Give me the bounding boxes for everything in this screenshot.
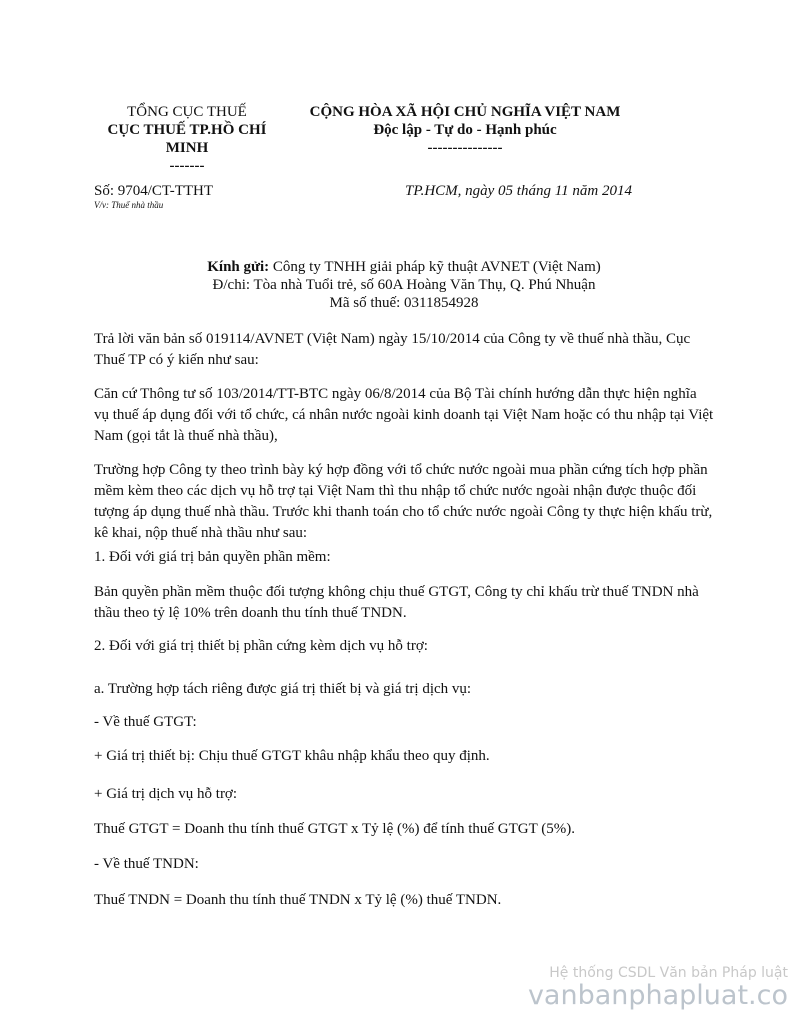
department-name-line1: CỤC THUẾ TP.HỒ CHÍ [107,122,267,138]
recipient-tax-code: Mã số thuế: 0311854928 [329,295,479,311]
recipient-block [94,258,714,312]
document-number: Số: 9704/CT-TTHT [94,183,214,199]
paragraph-case: Trường hợp Công ty theo trình bày ký hợp đồng với tổ chức nước ngoài mua phần cứng tích hợp phần mềm kèm theo các dịch vụ hỗ trợ tại Việt Nam thì thu nhập tổ chức nước ngoài nhận được thuộc đối tượng áp dụng thuế nhà thầu. Trước khi thanh toán cho tổ chức nước ngoài Công ty thực hiện khấu trừ, kê khai, nộp thuế nhà thầu như sau: [94,462,713,541]
national-motto-block [288,103,642,157]
recipient-label: Kính gửi: [207,259,270,275]
vat-formula: Thuế GTGT = Doanh thu tính thuế GTGT x Tỷ lệ (%) để tính thuế GTGT (5%). [94,821,576,837]
place-date: TP.HCM, ngày 05 tháng 11 năm 2014 [405,183,632,199]
watermark-system-name: Hệ thống CSDL Văn bản Pháp luật [549,965,788,981]
document-subject: V/v: Thuế nhà thầu [94,200,164,210]
paragraph-reply: Trả lời văn bản số 019114/AVNET (Việt Nam) ngày 15/10/2014 của Công ty về thuế nhà thầu, Cục Thuế TP có ý kiến như sau: [94,331,691,368]
department-name-line2: MINH [165,140,209,156]
section-1-heading: 1. Đối với giá trị bản quyền phần mềm: [94,549,331,565]
vat-equipment: + Giá trị thiết bị: Chịu thuế GTGT khâu nhập khẩu theo quy định. [94,748,490,764]
recipient-line [94,258,714,276]
header-left-divider: ------- [169,158,205,174]
recipient-name: Công ty TNHH giải pháp kỹ thuật AVNET (Việt Nam) [269,259,601,275]
nation-name: CỘNG HÒA XÃ HỘI CHỦ NGHĨA VIỆT NAM [309,104,621,120]
cit-formula: Thuế TNDN = Doanh thu tính thuế TNDN x Tỷ lệ (%) thuế TNDN. [94,892,502,908]
recipient-address: Đ/chi: Tòa nhà Tuổi trẻ, số 60A Hoàng Văn Thụ, Q. Phú Nhuận [212,277,596,293]
motto: Độc lập - Tự do - Hạnh phúc [373,122,557,138]
header-right-divider: --------------- [427,140,503,156]
watermark-site-name: vanbanphapluat.co [527,980,788,1011]
vat-service: + Giá trị dịch vụ hỗ trợ: [94,786,238,802]
issuing-agency-block [82,103,292,175]
vat-heading: - Về thuế GTGT: [94,714,197,730]
section-2a-heading: a. Trường hợp tách riêng được giá trị thiết bị và giá trị dịch vụ: [94,681,472,697]
cit-heading: - Về thuế TNDN: [94,856,199,872]
agency-name: TỔNG CỤC THUẾ [127,104,247,120]
paragraph-legal-basis: Căn cứ Thông tư số 103/2014/TT-BTC ngày 06/8/2014 của Bộ Tài chính hướng dẫn thực hiện nghĩa vụ thuế áp dụng đối với tổ chức, cá nhân nước ngoài kinh doanh tại Việt Nam hoặc có thu nhập tại Việt Nam (gọi tắt là thuế nhà thầu), [94,386,714,444]
section-2-heading: 2. Đối với giá trị thiết bị phần cứng kèm dịch vụ hỗ trợ: [94,638,428,654]
paragraph-software: Bản quyền phần mềm thuộc đối tượng không chịu thuế GTGT, Công ty chỉ khấu trừ thuế TNDN nhà thầu theo tỷ lệ 10% trên doanh thu tính thuế TNDN. [94,584,699,621]
